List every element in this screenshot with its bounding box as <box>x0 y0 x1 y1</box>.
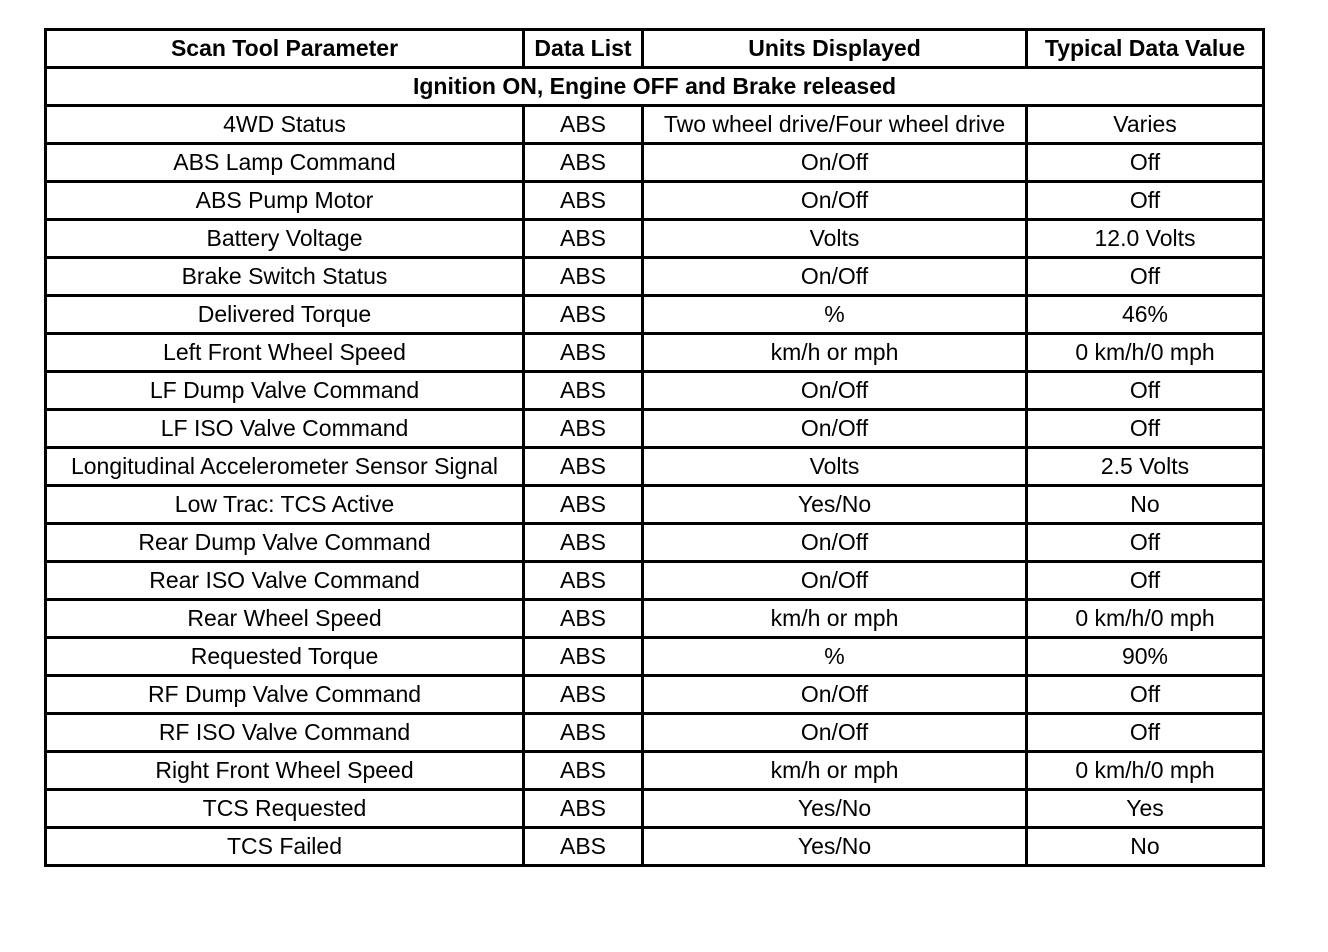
cell-data-list: ABS <box>524 486 643 524</box>
cell-data-list: ABS <box>524 258 643 296</box>
cell-data-list: ABS <box>524 448 643 486</box>
table-row <box>46 106 1264 144</box>
cell-parameter: RF Dump Valve Command <box>46 676 524 714</box>
cell-typical-value: 90% <box>1027 638 1264 676</box>
cell-parameter: ABS Pump Motor <box>46 182 524 220</box>
cell-typical-value: Off <box>1027 524 1264 562</box>
header-row <box>46 30 1264 68</box>
cell-parameter: LF ISO Valve Command <box>46 410 524 448</box>
cell-typical-value: 0 km/h/0 mph <box>1027 334 1264 372</box>
cell-data-list: ABS <box>524 562 643 600</box>
cell-parameter: Right Front Wheel Speed <box>46 752 524 790</box>
cell-units: On/Off <box>643 714 1027 752</box>
cell-units: Yes/No <box>643 486 1027 524</box>
table-row <box>46 524 1264 562</box>
cell-parameter: Rear Wheel Speed <box>46 600 524 638</box>
cell-units: On/Off <box>643 676 1027 714</box>
section-row <box>46 68 1264 106</box>
cell-units: % <box>643 638 1027 676</box>
cell-data-list: ABS <box>524 410 643 448</box>
cell-parameter: Requested Torque <box>46 638 524 676</box>
cell-parameter: Rear Dump Valve Command <box>46 524 524 562</box>
cell-units: On/Off <box>643 524 1027 562</box>
cell-typical-value: Off <box>1027 562 1264 600</box>
header-scan-tool-parameter: Scan Tool Parameter <box>46 30 524 68</box>
table-row <box>46 676 1264 714</box>
table-row <box>46 752 1264 790</box>
header-data-list: Data List <box>524 30 643 68</box>
cell-typical-value: 12.0 Volts <box>1027 220 1264 258</box>
cell-units: Yes/No <box>643 828 1027 866</box>
cell-data-list: ABS <box>524 676 643 714</box>
cell-units: On/Off <box>643 182 1027 220</box>
cell-parameter: Left Front Wheel Speed <box>46 334 524 372</box>
cell-data-list: ABS <box>524 144 643 182</box>
cell-units: Two wheel drive/Four wheel drive <box>643 106 1027 144</box>
cell-units: Volts <box>643 220 1027 258</box>
cell-data-list: ABS <box>524 752 643 790</box>
cell-parameter: Low Trac: TCS Active <box>46 486 524 524</box>
header-units-displayed: Units Displayed <box>643 30 1027 68</box>
cell-typical-value: 46% <box>1027 296 1264 334</box>
cell-data-list: ABS <box>524 334 643 372</box>
cell-data-list: ABS <box>524 714 643 752</box>
cell-units: km/h or mph <box>643 752 1027 790</box>
cell-data-list: ABS <box>524 220 643 258</box>
header-typical-data-value: Typical Data Value <box>1027 30 1264 68</box>
table-row <box>46 486 1264 524</box>
cell-data-list: ABS <box>524 600 643 638</box>
cell-typical-value: Off <box>1027 714 1264 752</box>
cell-parameter: RF ISO Valve Command <box>46 714 524 752</box>
cell-typical-value: Varies <box>1027 106 1264 144</box>
cell-typical-value: Off <box>1027 410 1264 448</box>
cell-typical-value: Off <box>1027 258 1264 296</box>
table-row <box>46 372 1264 410</box>
table-row <box>46 258 1264 296</box>
cell-data-list: ABS <box>524 828 643 866</box>
table-body <box>46 68 1264 866</box>
cell-typical-value: Yes <box>1027 790 1264 828</box>
cell-parameter: Brake Switch Status <box>46 258 524 296</box>
cell-units: On/Off <box>643 144 1027 182</box>
cell-data-list: ABS <box>524 524 643 562</box>
cell-typical-value: Off <box>1027 372 1264 410</box>
cell-typical-value: Off <box>1027 182 1264 220</box>
cell-parameter: TCS Requested <box>46 790 524 828</box>
cell-parameter: TCS Failed <box>46 828 524 866</box>
cell-units: On/Off <box>643 258 1027 296</box>
table-row <box>46 562 1264 600</box>
cell-typical-value: No <box>1027 828 1264 866</box>
table-row <box>46 828 1264 866</box>
cell-typical-value: 0 km/h/0 mph <box>1027 600 1264 638</box>
cell-units: On/Off <box>643 372 1027 410</box>
section-title: Ignition ON, Engine OFF and Brake released <box>46 68 1264 106</box>
cell-data-list: ABS <box>524 638 643 676</box>
cell-typical-value: No <box>1027 486 1264 524</box>
cell-units: km/h or mph <box>643 600 1027 638</box>
cell-parameter: Delivered Torque <box>46 296 524 334</box>
table-row <box>46 448 1264 486</box>
table-row <box>46 220 1264 258</box>
table-row <box>46 334 1264 372</box>
cell-units: On/Off <box>643 410 1027 448</box>
cell-units: Yes/No <box>643 790 1027 828</box>
cell-parameter: 4WD Status <box>46 106 524 144</box>
cell-data-list: ABS <box>524 106 643 144</box>
table-row <box>46 144 1264 182</box>
cell-data-list: ABS <box>524 182 643 220</box>
cell-units: On/Off <box>643 562 1027 600</box>
cell-data-list: ABS <box>524 790 643 828</box>
cell-units: Volts <box>643 448 1027 486</box>
cell-units: % <box>643 296 1027 334</box>
cell-parameter: Battery Voltage <box>46 220 524 258</box>
scan-tool-data-table <box>44 28 1265 867</box>
table-row <box>46 790 1264 828</box>
cell-parameter: Rear ISO Valve Command <box>46 562 524 600</box>
cell-parameter: Longitudinal Accelerometer Sensor Signal <box>46 448 524 486</box>
cell-typical-value: Off <box>1027 144 1264 182</box>
cell-typical-value: Off <box>1027 676 1264 714</box>
cell-data-list: ABS <box>524 296 643 334</box>
cell-parameter: LF Dump Valve Command <box>46 372 524 410</box>
cell-units: km/h or mph <box>643 334 1027 372</box>
table-row <box>46 714 1264 752</box>
cell-data-list: ABS <box>524 372 643 410</box>
cell-parameter: ABS Lamp Command <box>46 144 524 182</box>
cell-typical-value: 0 km/h/0 mph <box>1027 752 1264 790</box>
table-row <box>46 182 1264 220</box>
cell-typical-value: 2.5 Volts <box>1027 448 1264 486</box>
table-row <box>46 600 1264 638</box>
table-row <box>46 410 1264 448</box>
table-row <box>46 638 1264 676</box>
table-row <box>46 296 1264 334</box>
